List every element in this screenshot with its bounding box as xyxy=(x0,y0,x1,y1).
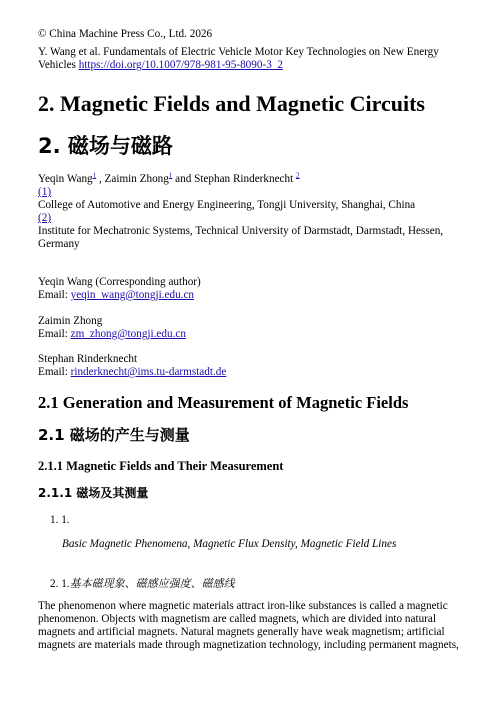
paragraph-line: magnets are materials made through magnetization technology, including permanent magnets, xyxy=(38,639,459,651)
affiliation-2-ref[interactable]: (2) xyxy=(38,212,52,224)
citation-line: Y. Wang et al. Fundamentals of Electric Vehicle Motor Key Technologies on New Energy xyxy=(38,46,439,58)
paragraph-line: The phenomenon where magnetic materials attract iron-like substances is called a magnetic xyxy=(38,600,448,612)
author-2-affil-link[interactable]: 1 xyxy=(168,171,173,180)
chapter-title-cn: 2. 磁场与磁路 xyxy=(38,134,173,158)
author-line: Yeqin Wang$^1$ , Zaimin Zhong$^1$ and Stephan Rinderknecht $^2$ xyxy=(38,171,300,185)
author-3-affil-link[interactable]: 2 xyxy=(296,171,300,180)
contact-1-name: Yeqin Wang (Corresponding author) xyxy=(38,276,201,288)
email-link[interactable]: rinderknecht@ims.tu-darmstadt.de xyxy=(70,366,227,378)
list-item-marker: 1. 1. xyxy=(50,514,70,526)
body-paragraph xyxy=(38,600,470,652)
contact-3-email: Email: rinderknecht@ims.tu-darmstadt.de xyxy=(38,366,227,378)
author-1-affil-link[interactable]: 1 xyxy=(92,171,97,180)
citation-line-2: Vehicles https://doi.org/10.1007/978-981-95-8090-3_2 xyxy=(38,59,283,71)
contact-2-name: Zaimin Zhong xyxy=(38,315,103,327)
copyright-line: © China Machine Press Co., Ltd. 2026 xyxy=(38,28,213,40)
section-heading-cn: 2.1 磁场的产生与测量 xyxy=(38,426,190,444)
contact-1-email: Email: yeqin_wang@tongji.edu.cn xyxy=(38,289,195,301)
chapter-title-en: 2. Magnetic Fields and Magnetic Circuits xyxy=(38,91,425,116)
email-link[interactable]: zm_zhong@tongji.edu.cn xyxy=(70,328,186,340)
contact-2-email: Email: zm_zhong@tongji.edu.cn xyxy=(38,328,186,340)
subsection-heading-en: 2.1.1 Magnetic Fields and Their Measurement xyxy=(38,459,284,473)
paragraph-line: magnets and artificial magnets. Natural magnets generally have weak magnetism; artificial xyxy=(38,626,445,638)
affiliation-2-text: Institute for Mechatronic Systems, Technical University of Darmstadt, Darmstadt, Hessen, Germany xyxy=(38,225,444,250)
affiliation-1-ref[interactable]: (1) xyxy=(38,186,52,198)
paragraph-line: phenomenon. Objects with magnetism are called magnets, which are divided into natural xyxy=(38,613,436,625)
list-item-2: 2. 1.基本磁现象、磁感应强度、磁感线 xyxy=(50,577,235,590)
doi-link[interactable]: https://doi.org/10.1007/978-981-95-8090-3_2 xyxy=(78,59,283,71)
subsection-heading-cn: 2.1.1 磁场及其测量 xyxy=(38,486,149,500)
section-heading-en: 2.1 Generation and Measurement of Magnetic Fields xyxy=(38,393,409,412)
list-item-text: Basic Magnetic Phenomena, Magnetic Flux Density, Magnetic Field Lines xyxy=(62,538,397,550)
contact-3-name: Stephan Rinderknecht xyxy=(38,353,138,365)
affiliation-1-text: College of Automotive and Energy Engineering, Tongji University, Shanghai, China xyxy=(38,199,416,211)
email-link[interactable]: yeqin_wang@tongji.edu.cn xyxy=(70,289,195,301)
